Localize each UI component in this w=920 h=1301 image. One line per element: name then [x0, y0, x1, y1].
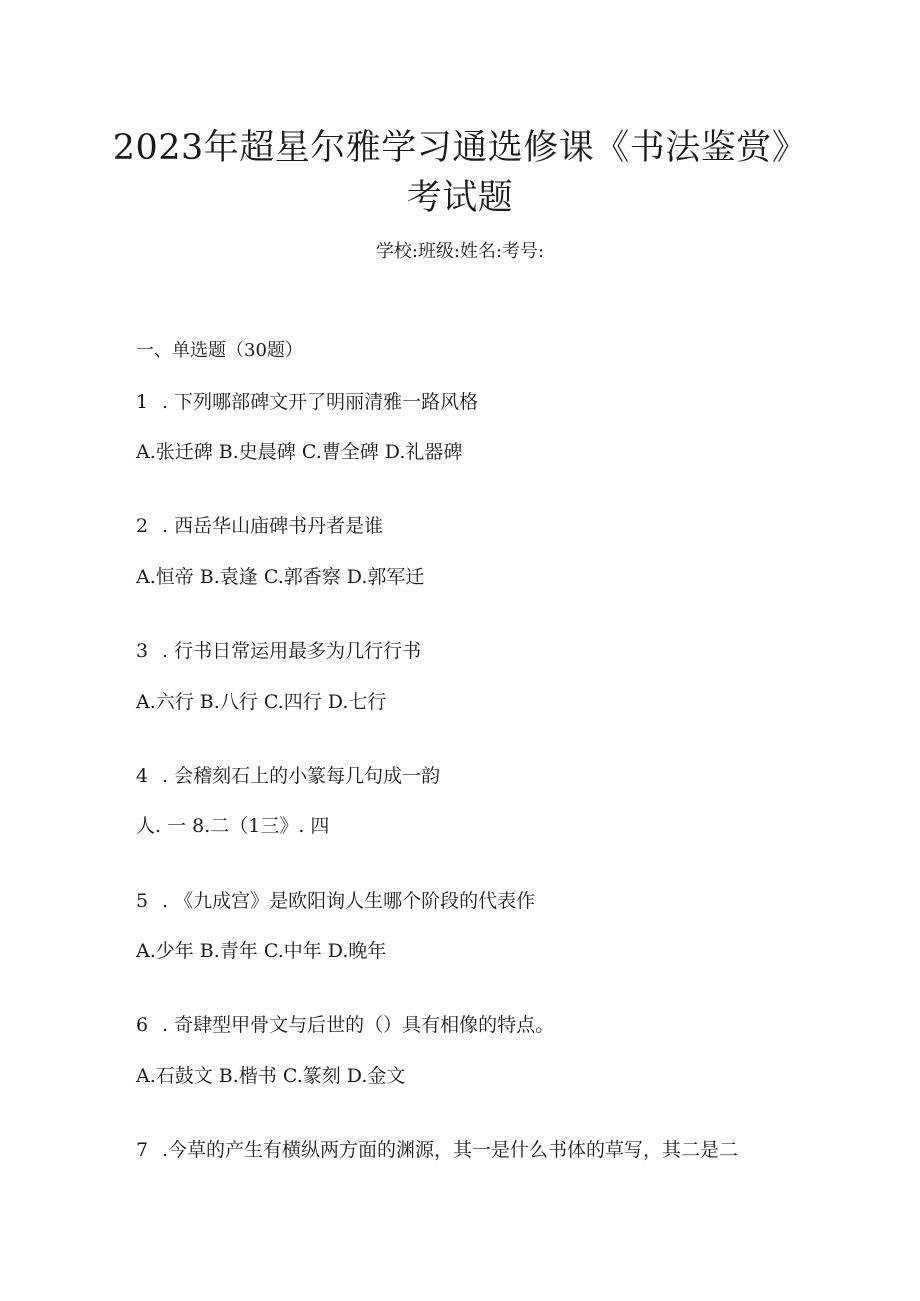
question-2	[136, 513, 383, 539]
question-6	[136, 1012, 554, 1038]
question-2-options: A.恒帝 B.袁逢 C.郭香察 D.郭军迁	[136, 566, 425, 588]
question-number: 4	[136, 765, 149, 787]
question-1-options: A.张迁碑 B.史晨碑 C.曹全碑 D.礼器碑	[136, 441, 463, 463]
section-heading: 一、单选题（30题）	[136, 340, 303, 361]
question-3-options: A.六行 B.八行 C.四行 D.七行	[136, 691, 387, 713]
question-number: 1	[136, 391, 149, 413]
question-4-options: 人. 一 8.二（1三》. 四	[136, 815, 330, 837]
question-number: 2	[136, 515, 149, 537]
question-number: 7	[136, 1139, 149, 1161]
question-7	[136, 1137, 738, 1163]
question-text: . 行书日常运用最多为几行行书	[162, 640, 422, 662]
question-number: 3	[136, 640, 149, 662]
question-text: . 奇肆型甲骨文与后世的（）具有相像的特点。	[162, 1014, 555, 1036]
question-1	[136, 389, 478, 415]
student-info-line: 学校:班级:姓名:考号:	[375, 241, 545, 262]
question-text: . 下列哪部碑文开了明丽清雅一路风格	[162, 391, 479, 413]
question-6-options: A.石鼓文 B.楷书 C.篆刻 D.金文	[136, 1065, 406, 1087]
question-text: .今草的产生有横纵两方面的渊源，其一是什么书体的草写，其二是二	[162, 1139, 739, 1161]
question-text: . 会稽刻石上的小篆每几句成一韵	[162, 765, 441, 787]
document-title-line-1: 2023年超星尔雅学习通选修课《书法鉴赏》	[112, 128, 808, 168]
question-3	[136, 638, 421, 664]
question-number: 5	[136, 890, 149, 912]
question-text: . 《九成宫》是欧阳询人生哪个阶段的代表作	[162, 890, 536, 912]
question-text: . 西岳华山庙碑书丹者是谁	[162, 515, 384, 537]
question-4	[136, 763, 440, 789]
question-number: 6	[136, 1014, 149, 1036]
question-5-options: A.少年 B.青年 C.中年 D.晚年	[136, 940, 387, 962]
question-5	[136, 888, 535, 914]
document-title-line-2: 考试题	[406, 178, 514, 218]
